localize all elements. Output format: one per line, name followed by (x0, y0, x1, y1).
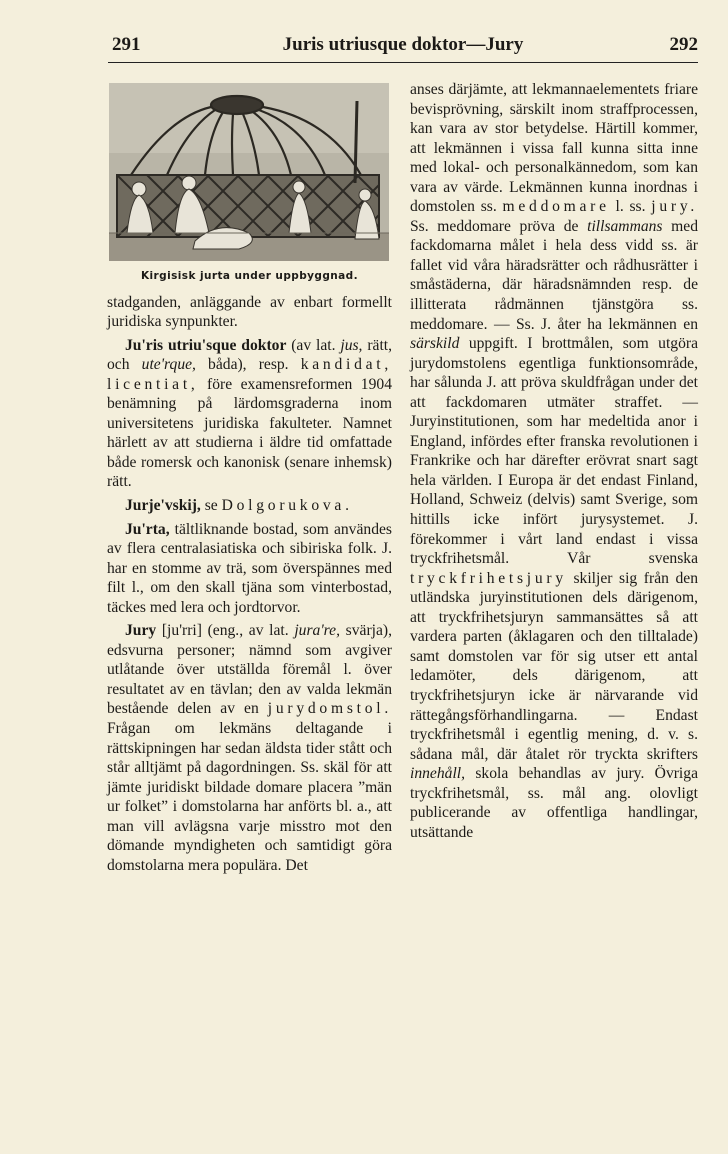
entry-spaced: jury. (651, 198, 698, 216)
entry-text: uppgift. I brottmålen, som utgöra jurydomstolens egentliga funktionsområde, har sålunda J. att pröva skuldfrågan under det att fackdomaren utmäter straffet. — Juryinstitutionen, som har medeltida anor i England, infördes efter franska revolutionen i Frankrike och har därefter erövrat snart sagt hela världen. I Europa är det endast Finland, Holland, Schweiz (delvis) samt Sverige, som hittills icke infört jurysystemet. J. förekommer i vårt land endast i vissa tryckfrihetsmål. Vår svenska (410, 335, 698, 568)
entry-jurjevskij (107, 496, 392, 516)
entry-text: svärja), edsvurna personer; nämnd som avgiver utlåtande över utställda föremål l. över resultatet av en tävlan; den av valda lekmän bestående delen av en (107, 622, 392, 718)
entry-headword: Ju'rta, (125, 520, 170, 538)
entry-spaced: tryckfrihetsjury (410, 569, 567, 587)
page-number-right: 292 (669, 34, 698, 55)
entry-headword: Jury (125, 622, 157, 640)
entry-text: anses därjämte, att lekmannaelementets friare bevisprövning, särskilt inom straffprocessen, kan vara av stor betydelse. Härtill kommer, att lekmännen i vissa fall kunna sitta inne med lokal- och personalkännedom, som kan vara av värde. Lekmännen kunna inordnas i domstolen ss. (410, 81, 698, 216)
entry-text: Ss. meddomare pröva de (410, 217, 588, 235)
continued-text: stadganden, anläggande av enbart formellt juridiska synpunkter. (107, 293, 392, 331)
yurt-photo (109, 83, 389, 261)
yurt-illustration (109, 83, 389, 261)
entry-text: Frågan om lekmäns deltagande i rättskipningen har sedan äldsta tider stått och står alltjämt på dagordningen. Ss. skäl för att jämte juridiskt bildade domare placera ”män ur folket” i domstolarna har anförts bl. a., att man vill avlägsna varje misstro mot den dömande myndigheten och samtidigt göra domstolarna mera populära. Det (107, 720, 392, 874)
entry-headword: Jurje'vskij, (125, 497, 201, 515)
entry-jury (107, 621, 392, 875)
entry-text: skola behandlas av jury. Övriga tryckfrihetsmål, ss. mål ang. olovligt publicerande av offentliga handlingar, utsättande (410, 765, 698, 841)
entry-italic: ute'rque, (141, 356, 196, 374)
jury-continued-paragraph (410, 80, 698, 842)
page-number-left: 291 (112, 34, 141, 55)
entry-spaced: meddomare (502, 198, 610, 216)
entry-text: [ju'rri] (eng., av lat. (156, 622, 295, 640)
entry-italic: innehåll, (410, 765, 466, 783)
entry-juris-utriusque-doktor (107, 336, 392, 492)
entry-text: tältliknande bostad, som användes av flera centralasiatiska och sibiriska folk. J. har en stomme av trä, som överspännes med filt l., om den skall tjäna som vinterbostad, täckes med lera och jordtorvor. (107, 520, 392, 616)
left-column (107, 80, 392, 875)
cross-reference: Dolgorukova. (221, 497, 353, 515)
entry-text: båda), resp. (195, 356, 301, 374)
figure-caption: Kirgisisk jurta under uppbyggnad. (140, 270, 359, 282)
entry-italic: jus, (340, 336, 363, 354)
entry-text: se (200, 497, 222, 515)
entry-text: skiljer sig från den utländska juryinstitutionen dels därigenom, att tryckfrihetsjuryn sammansättes så att vardera parten (åklagaren och den tilltalade) samt domstolen var för sig utser ett antal ledamöter, dels därigenom, att tryckfrihetsjuryn icke är närvarande vid rättegångsförhandlingarna. — Endast tryckfrihetsmål i egentlig mening, d. v. s. sådana mål, där åtalet rör tryckta skrifters (410, 569, 698, 763)
page-header (108, 34, 698, 64)
entry-text: (av lat. (286, 336, 341, 354)
entry-headword: Ju'ris utriu'sque doktor (125, 336, 287, 354)
entry-spaced: kandidat, licentiat, (107, 356, 392, 393)
entry-text: l. ss. (609, 198, 652, 216)
continued-paragraph (107, 293, 392, 332)
entry-jurta (107, 520, 392, 618)
header-rule (108, 62, 698, 63)
entry-text: rätt, och (107, 336, 393, 374)
right-column (410, 80, 698, 842)
entry-italic: tillsammans (587, 217, 663, 235)
entry-italic: särskild (410, 335, 460, 353)
entry-spaced: jurydomstol. (267, 700, 392, 718)
entry-italic: jura're, (294, 622, 340, 640)
entry-text: före examensreformen 1904 benämning på lärdomsgraderna inom universitetens juridiska fakulteter. Namnet härlett av att studierna i äldre tid omfattade både romersk och kanonisk (senare inhemsk) rätt. (107, 375, 392, 491)
running-title: Juris utriusque doktor—Jury (282, 34, 524, 55)
entry-text: med fackdomarna målet i hela dess vidd ss. är fallet vid våra häradsrätter och rådhusrätter i småstäderna, där häradsnämnden resp. de illitterata rådmännen tjänstgöra ss. meddomare. — Ss. J. åter ha lekmännen en (410, 217, 699, 333)
